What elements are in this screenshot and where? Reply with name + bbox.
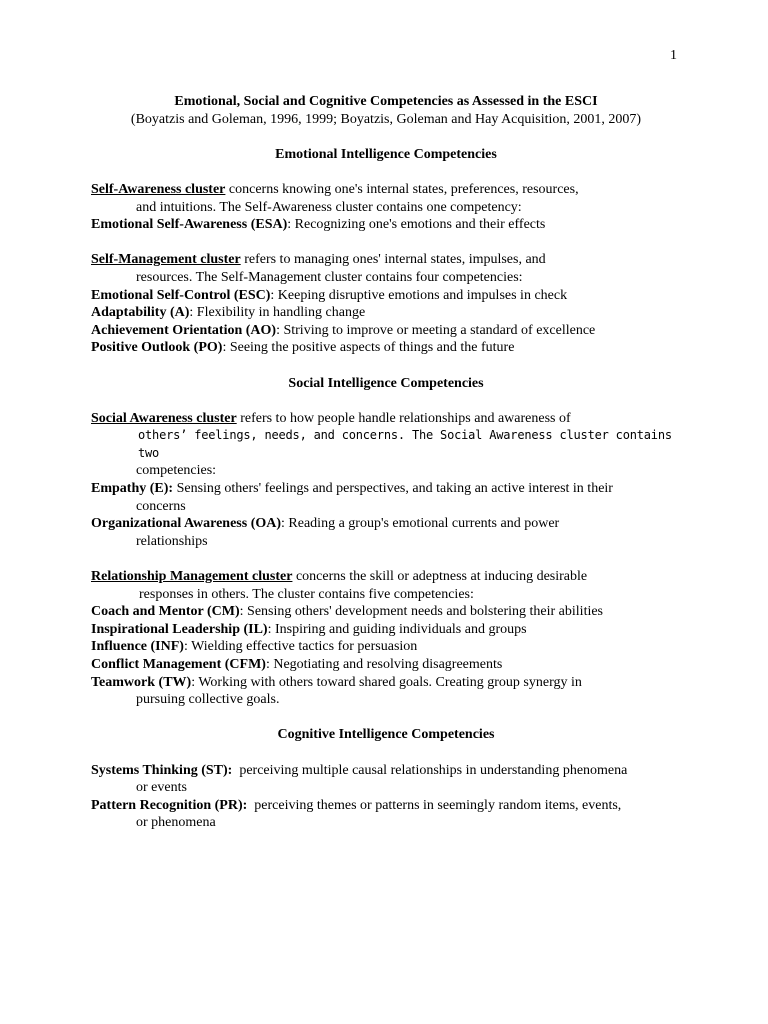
relationship-management-intro: Relationship Management cluster concerns the skill or adeptness at inducing desirable xyxy=(91,569,588,585)
self-management-intro-cont: resources. The Self-Management cluster contains four competencies: xyxy=(136,269,523,285)
document-citation: (Boyatzis and Goleman, 1996, 1999; Boyatzis, Goleman and Hay Acquisition, 2001, 2007) xyxy=(130,111,642,127)
cluster-name: Self-Awareness cluster xyxy=(91,181,226,197)
competency-item-cont: concerns xyxy=(136,498,186,514)
competency-item: Inspirational Leadership (IL): Inspiring and guiding individuals and groups xyxy=(91,621,527,637)
page-number: 1 xyxy=(670,48,677,63)
competency-item: Emotional Self-Awareness (ESA): Recognizing one's emotions and their effects xyxy=(91,217,546,233)
competency-item-cont: relationships xyxy=(136,533,208,549)
competency-item-cont: or phenomena xyxy=(136,815,216,831)
competency-item: Conflict Management (CFM): Negotiating and resolving disagreements xyxy=(91,657,503,672)
self-awareness-intro: Self-Awareness cluster concerns knowing one's internal states, preferences, resources, xyxy=(91,181,579,197)
social-awareness-intro: Social Awareness cluster refers to how people handle relationships and awareness of xyxy=(91,410,571,426)
cluster-name: Social Awareness cluster xyxy=(91,410,237,426)
competency-item: Coach and Mentor (CM): Sensing others' development needs and bolstering their abilities xyxy=(91,604,604,620)
competency-item: Systems Thinking (ST): perceiving multiple causal relationships in understanding phenomena xyxy=(91,762,628,778)
competency-item: Adaptability (A): Flexibility in handling change xyxy=(91,305,366,321)
competency-item: Achievement Orientation (AO): Striving to improve or meeting a standard of excellence xyxy=(91,322,596,338)
competency-item-cont: or events xyxy=(136,780,187,796)
competency-item-cont: pursuing collective goals. xyxy=(136,692,280,708)
competency-item: Empathy (E): Sensing others' feelings and perspectives, and taking an active interest in their xyxy=(91,481,613,497)
self-management-intro: Self-Management cluster refers to managing ones' internal states, impulses, and xyxy=(91,252,546,268)
section-heading-social: Social Intelligence Competencies xyxy=(288,375,484,391)
competency-item: Emotional Self-Control (ESC): Keeping disruptive emotions and impulses in check xyxy=(91,287,568,303)
competency-item: Pattern Recognition (PR): perceiving themes or patterns in seemingly random items, events, xyxy=(91,797,622,813)
section-heading-emotional: Emotional Intelligence Competencies xyxy=(275,146,497,162)
self-awareness-intro-cont: and intuitions. The Self-Awareness cluster contains one competency: xyxy=(136,199,522,215)
document-body xyxy=(91,93,681,832)
competency-item: Influence (INF): Wielding effective tactics for persuasion xyxy=(91,639,418,655)
competency-item: Organizational Awareness (OA): Reading a group's emotional currents and power xyxy=(91,516,560,532)
cluster-name: Relationship Management cluster xyxy=(91,569,293,585)
cluster-name: Self-Management cluster xyxy=(91,252,241,268)
social-awareness-intro-cont2: competencies: xyxy=(136,463,217,479)
social-awareness-intro-cont: others’ feelings, needs, and concerns. The Social Awareness cluster contains two xyxy=(138,428,672,460)
section-heading-cognitive: Cognitive Intelligence Competencies xyxy=(277,727,495,743)
competency-item: Teamwork (TW): Working with others toward shared goals. Creating group synergy in xyxy=(91,674,582,690)
relationship-management-intro-cont: responses in others. The cluster contains five competencies: xyxy=(139,586,474,602)
competency-item: Positive Outlook (PO): Seeing the positive aspects of things and the future xyxy=(91,340,515,356)
document-title: Emotional, Social and Cognitive Competencies as Assessed in the ESCI xyxy=(174,94,598,109)
